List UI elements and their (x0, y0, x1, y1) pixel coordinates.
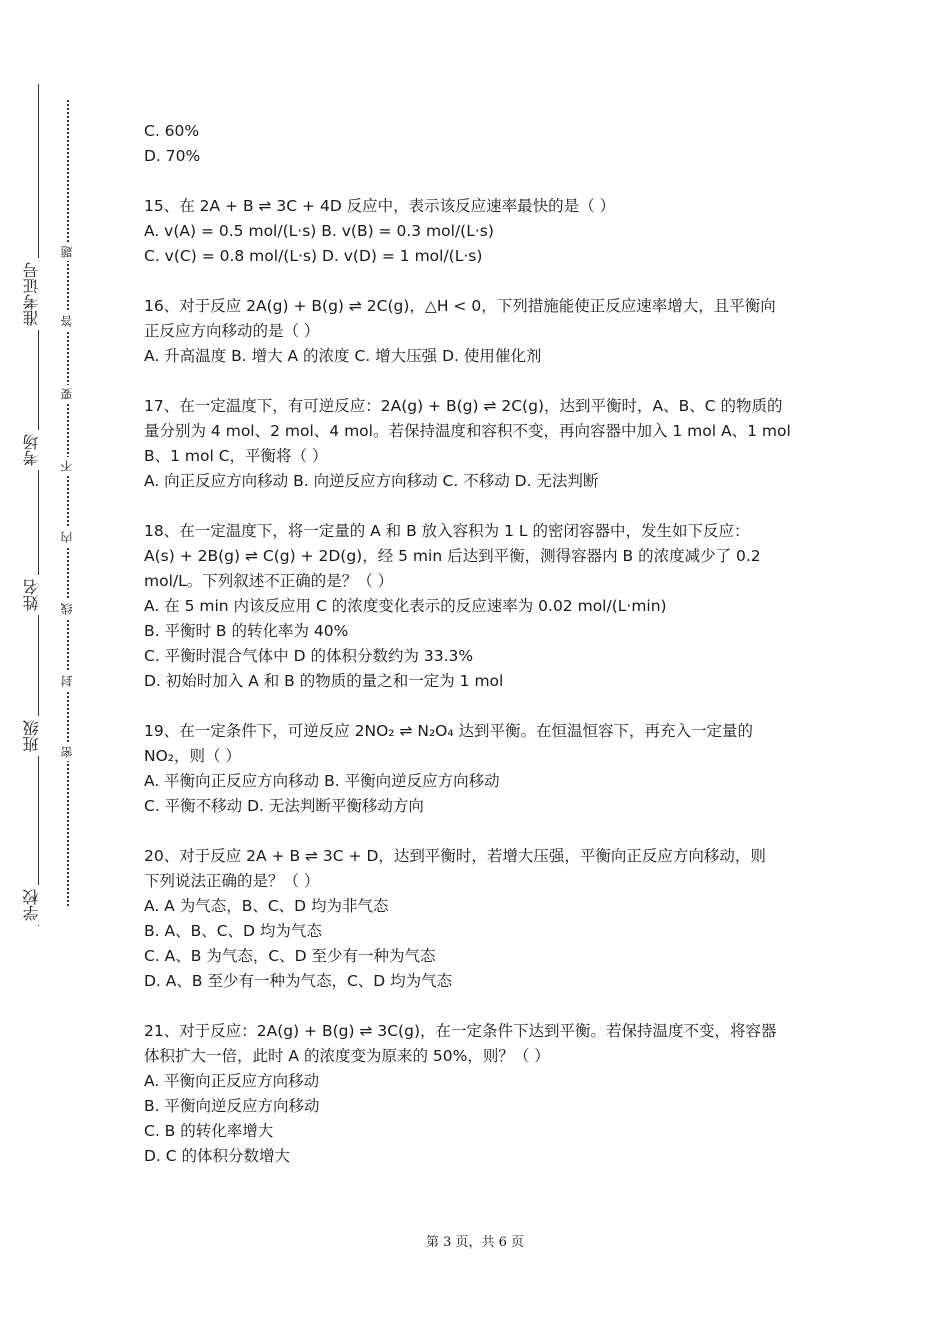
question-20 (144, 844, 824, 994)
question-stem: B、1 mol C，平衡将（ ） (144, 447, 328, 465)
question-17 (144, 394, 824, 494)
option-a: A. 在 5 min 内该反应用 C 的浓度变化表示的反应速率为 0.02 mol/(L·min) (144, 597, 667, 615)
question-16 (144, 294, 824, 369)
question-21 (144, 1019, 824, 1169)
question-stem: mol/L。下列叙述不正确的是？（ ） (144, 572, 394, 590)
option-d: D. 70% (144, 147, 201, 165)
option-d: D. 初始时加入 A 和 B 的物质的量之和一定为 1 mol (144, 672, 504, 690)
field-label-name: 姓名 (22, 575, 42, 615)
option-d: D. C 的体积分数增大 (144, 1147, 291, 1165)
question-stem: 正反应方向移动的是（ ） (144, 322, 320, 340)
seal-char: 封 (60, 672, 76, 690)
exam-content (144, 119, 824, 1169)
options-line: C. v(C) = 0.8 mol/(L·s) D. v(D) = 1 mol/(L·s) (144, 247, 483, 265)
question-stem: 下列说法正确的是？（ ） (144, 872, 320, 890)
seal-char: 内 (60, 528, 76, 546)
binding-margin (0, 0, 110, 1344)
seal-char: 要 (60, 385, 76, 403)
options-line: A. 向正反应方向移动 B. 向逆反应方向移动 C. 不移动 D. 无法判断 (144, 472, 599, 490)
question-stem: 15、在 2A + B ⇌ 3C + 4D 反应中，表示该反应速率最快的是（ ） (144, 197, 616, 215)
question-18 (144, 519, 824, 694)
binding-solid-line (38, 84, 39, 926)
option-a: A. A 为气态，B、C、D 均为非气态 (144, 897, 389, 915)
question-19 (144, 719, 824, 819)
option-b: B. A、B、C、D 均为气态 (144, 922, 322, 940)
option-c: C. B 的转化率增大 (144, 1122, 274, 1140)
question-stem: A(s) + 2B(g) ⇌ C(g) + 2D(g)，经 5 min 后达到平衡，测得容器内 B 的浓度减少了 0.2 (144, 547, 761, 565)
option-c: C. 60% (144, 122, 200, 140)
field-label-class: 班级 (22, 716, 42, 756)
options-line: C. 平衡不移动 D. 无法判断平衡移动方向 (144, 797, 424, 815)
question-stem: 量分别为 4 mol、2 mol、4 mol。若保持温度和容积不变，再向容器中加入 1 mol A、1 mol (144, 422, 791, 440)
option-c: C. A、B 为气态，C、D 至少有一种为气态 (144, 947, 436, 965)
question-stem: NO₂，则（ ） (144, 747, 241, 765)
option-b: B. 平衡向逆反应方向移动 (144, 1097, 320, 1115)
options-line: A. v(A) = 0.5 mol/(L·s) B. v(B) = 0.3 mol/(L·s) (144, 222, 494, 240)
field-label-exam-id: 准考证号 (22, 258, 42, 330)
option-a: A. 平衡向正反应方向移动 (144, 1072, 320, 1090)
options-line: A. 升高温度 B. 增大 A 的浓度 C. 增大压强 D. 使用催化剂 (144, 347, 542, 365)
option-c: C. 平衡时混合气体中 D 的体积分数约为 33.3% (144, 647, 474, 665)
question-stem: 19、在一定条件下，可逆反应 2NO₂ ⇌ N₂O₄ 达到平衡。在恒温恒容下，再充入一定量的 (144, 722, 754, 740)
question-15 (144, 194, 824, 269)
field-label-exam-room: 考场 (22, 430, 42, 470)
question-stem: 21、对于反应：2A(g) + B(g) ⇌ 3C(g)，在一定条件下达到平衡。若保持温度不变，将容器 (144, 1022, 777, 1040)
option-b: B. 平衡时 B 的转化率为 40% (144, 622, 349, 640)
question-stem: 17、在一定温度下，有可逆反应：2A(g) + B(g) ⇌ 2C(g)，达到平衡时，A、B、C 的物质的 (144, 397, 783, 415)
question-14-continuation (144, 119, 824, 169)
seal-char: 密 (60, 743, 76, 761)
question-stem: 20、对于反应 2A + B ⇌ 3C + D，达到平衡时，若增大压强，平衡向正反应方向移动，则 (144, 847, 766, 865)
option-d: D. A、B 至少有一种为气态，C、D 均为气态 (144, 972, 453, 990)
seal-char: 不 (60, 457, 76, 475)
question-stem: 16、对于反应 2A(g) + B(g) ⇌ 2C(g)，△H < 0，下列措施能使正反应速率增大，且平衡向 (144, 297, 776, 315)
question-stem: 18、在一定温度下，将一定量的 A 和 B 放入容积为 1 L 的密闭容器中，发生如下反应： (144, 522, 750, 540)
options-line: A. 平衡向正反应方向移动 B. 平衡向逆反应方向移动 (144, 772, 500, 790)
seal-char: 题 (60, 243, 76, 261)
page-footer: 第 3 页，共 6 页 (425, 1235, 525, 1250)
seal-dotted-line (67, 100, 69, 906)
field-label-school: 学校 (22, 885, 42, 925)
question-stem: 体积扩大一倍，此时 A 的浓度变为原来的 50%，则？（ ） (144, 1047, 550, 1065)
seal-char: 答 (60, 312, 76, 330)
seal-char: 线 (60, 600, 76, 618)
